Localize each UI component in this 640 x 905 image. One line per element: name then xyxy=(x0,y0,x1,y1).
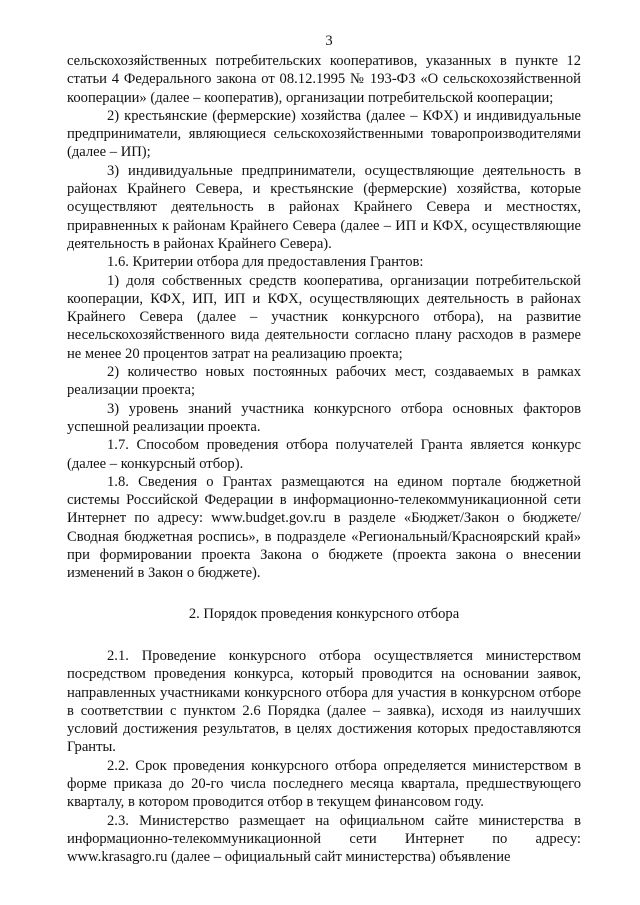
paragraph-1-7: 1.7. Способом проведения отбора получателей Гранта является конкурс (далее – конкурсный отбор). xyxy=(67,437,581,472)
section-title: 2. Порядок проведения конкурсного отбора xyxy=(188,605,460,622)
paragraph-item-3-far-north: 3) индивидуальные предприниматели, осуществляющие деятельность в районах Крайнего Севера, и крестьянские (фермерские) хозяйства, которые осуществляют деятельность в районах Крайнего Севера и местностях, приравненных к районам Крайнего Севера (далее – ИП и КФХ, осуществляющие деятельность в районах Крайнего Севера). xyxy=(67,162,581,252)
paragraph-1-8: 1.8. Сведения о Грантах размещаются на едином портале бюджетной системы Российской Федерации в информационно-телекоммуникационной сети Интернет по адресу: www.budget.gov.ru в разделе «Бюджет/Закон о бюджете/Сводная бюджетная роспись», в подразделе «Региональный/Красноярский край» при формировании проекта Закона о бюджете (проекта закона о внесении изменений в Закон о бюджете). xyxy=(67,473,581,582)
paragraph-item-2-kfh-ip: 2) крестьянские (фермерские) хозяйства (далее – КФХ) и индивидуальные предприниматели, являющиеся сельскохозяйственными товаропроизводителями (далее – ИП); xyxy=(67,107,581,161)
paragraph-criterion-1: 1) доля собственных средств кооператива, организации потребительской кооперации, КФХ, ИП, ИП и КФХ, осуществляющих деятельность в районах Крайнего Севера (далее – участник конкурсного отбора), на развитие несельскохозяйственного вида деятельности согласно плану расходов в размере не менее 20 процентов затрат на реализацию проекта; xyxy=(67,272,581,362)
paragraph-criterion-2: 2) количество новых постоянных рабочих мест, создаваемых в рамках реализации проекта; xyxy=(67,364,581,399)
paragraph-2-2: 2.2. Срок проведения конкурсного отбора определяется министерством в форме приказа до 20-го числа последнего месяца квартала, предшествующего кварталу, в котором проводится отбор в текущем финансовом году. xyxy=(67,757,581,811)
document-page xyxy=(67,32,581,866)
page-number: 3 xyxy=(325,33,333,49)
paragraph-1-6-criteria: 1.6. Критерии отбора для предоставления Грантов: xyxy=(107,254,424,271)
paragraph-2-1: 2.1. Проведение конкурсного отбора осуществляется министерством посредством проведения конкурса, который проводится на основании заявок, направленных участниками конкурсного отбора для участия в конкурсном отборе в соответствии с пунктом 2.6 Порядка (далее – заявка), исходя из наилучших условий достижения результатов, в целях достижения которых предоставляются Гранты. xyxy=(67,647,581,756)
paragraph-criterion-3: 3) уровень знаний участника конкурсного отбора основных факторов успешной реализации проекта. xyxy=(67,400,581,435)
paragraph-cooperatives-continued: сельскохозяйственных потребительских кооперативов, указанных в пункте 12 статьи 4 Федерального закона от 08.12.1995 № 193-ФЗ «О сельскохозяйственной кооперации» (далее – кооператив), организации потребительской кооперации; xyxy=(67,53,581,106)
paragraph-2-3: 2.3. Министерство размещает на официальном сайте министерства в информационно-телекоммуникационной сети Интернет по адресу: www.krasagro.ru (далее – официальный сайт министерства) объявление xyxy=(67,812,581,866)
